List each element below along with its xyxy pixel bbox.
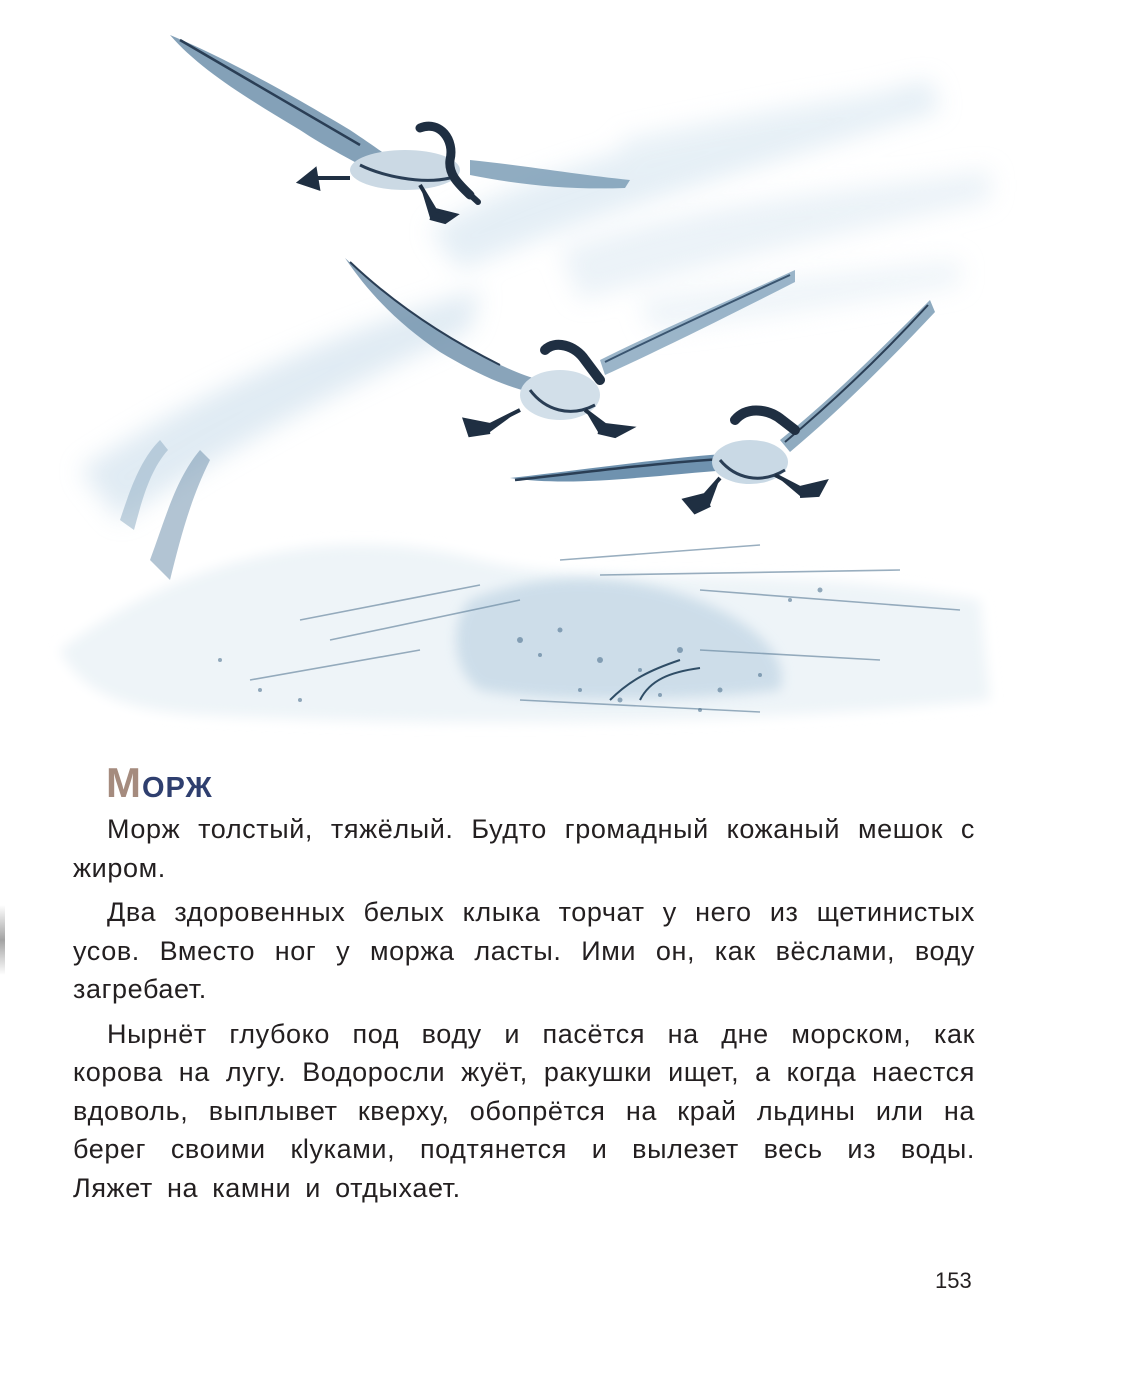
snow-ground (60, 440, 990, 722)
title-rest: ОРЖ (142, 772, 213, 804)
paragraph-3: Нырнёт глубоко под воду и пасётся на дне морском, как корова на лугу. Водоросли жуёт, ракушки ищет, а когда наестся вдоволь, выплывет кверху, обопрётся на край льдины или на берег своими кlyками, подтянется и вылезет весь из воды. Ляжет на камни и отдыхает. (73, 1018, 975, 1203)
paragraph-1: Морж толстый, тяжёлый. Будто громадный кожаный мешок с жиром. (73, 814, 975, 883)
article-body (73, 810, 975, 1213)
article-title (106, 759, 213, 806)
page-edge-shadow (0, 905, 5, 975)
paragraph-2: Два здоровенных белых клыка торчат у него из щетинистых усов. Вместо ног у моржа ласты. Ими он, как вёслами, воду загребает. (73, 897, 975, 1004)
page-number: 153 (935, 1268, 972, 1293)
title-initial-letter: М (106, 759, 142, 806)
sky-wash (80, 80, 990, 520)
